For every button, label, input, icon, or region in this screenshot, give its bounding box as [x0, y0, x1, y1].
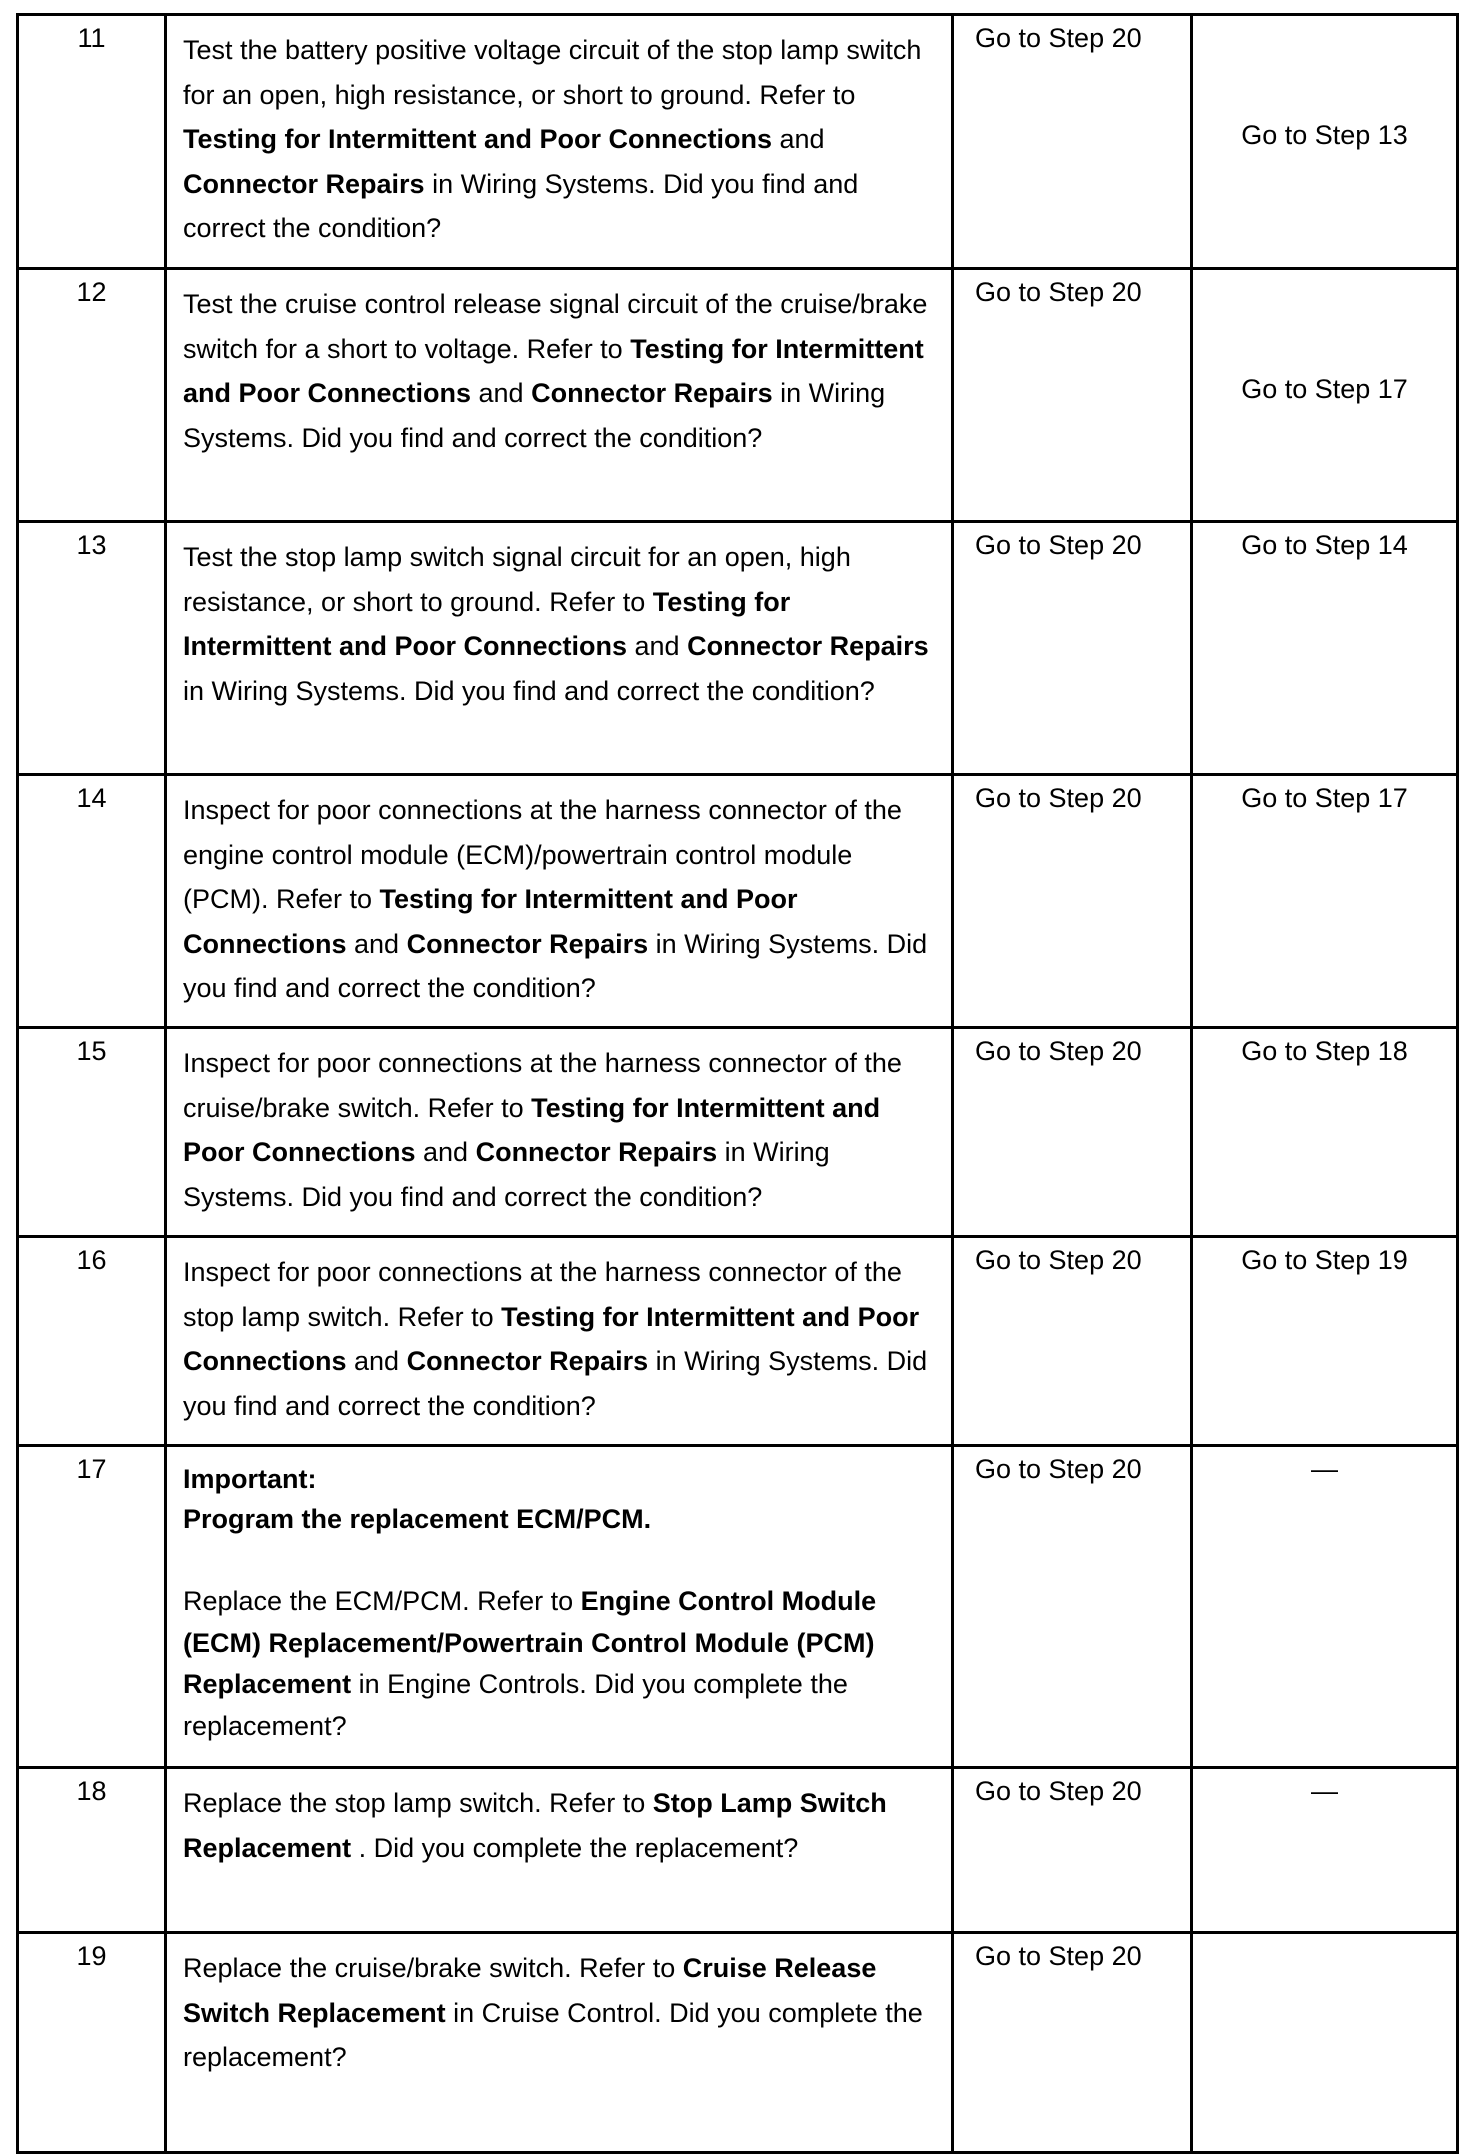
no-result	[1192, 775, 1458, 1028]
no-result	[1192, 1237, 1458, 1446]
step-action	[166, 269, 953, 522]
table-row	[18, 1446, 1458, 1768]
action-text: Test the stop lamp switch signal circuit for an open, high resistance, or short to ground. Refer to Testing for Intermittent and Poor Connections and Connector Repairs in Wiring Systems. Did you find and correct the condition?	[183, 542, 929, 706]
no-result-text: Go to Step 13	[1241, 120, 1408, 151]
referenced-procedure: Connector Repairs	[406, 1346, 649, 1376]
step-number: 19	[18, 1933, 166, 2153]
no-result	[1192, 1028, 1458, 1237]
step-number: 11	[18, 15, 166, 269]
referenced-procedure: Testing for Intermittent and Poor Connections	[183, 586, 791, 661]
action-text: Replace the ECM/PCM. Refer to Engine Control Module (ECM) Replacement/Powertrain Control Module (PCM) Replacement in Engine Controls. Did you complete the replacement?	[183, 1586, 877, 1741]
no-result-text: Go to Step 18	[1241, 1036, 1408, 1066]
referenced-procedure: Engine Control Module (ECM) Replacement/Powertrain Control Module (PCM) Replacement	[183, 1586, 877, 1699]
step-number: 14	[18, 775, 166, 1028]
table-row	[18, 1028, 1458, 1237]
yes-result: Go to Step 20	[953, 1237, 1192, 1446]
table-row	[18, 269, 1458, 522]
no-result-text: Go to Step 19	[1241, 1245, 1408, 1275]
no-result	[1192, 269, 1458, 522]
step-number: 17	[18, 1446, 166, 1768]
no-result	[1192, 1768, 1458, 1933]
action-text: Replace the cruise/brake switch. Refer to Cruise Release Switch Replacement in Cruise Control. Did you complete the replacement?	[183, 1953, 923, 2072]
no-result	[1192, 15, 1458, 269]
action-text: Replace the stop lamp switch. Refer to Stop Lamp Switch Replacement . Did you complete the replacement?	[183, 1788, 887, 1863]
yes-result: Go to Step 20	[953, 1446, 1192, 1768]
step-action	[166, 775, 953, 1028]
referenced-procedure: Testing for Intermittent and Poor Connections	[183, 884, 798, 959]
important-text: Program the replacement ECM/PCM.	[183, 1504, 652, 1534]
action-text: Inspect for poor connections at the harness connector of the cruise/brake switch. Refer to Testing for Intermittent and Poor Connections and Connector Repairs in Wiring Systems. Did you find and correct the condition?	[183, 1048, 902, 1212]
step-action	[166, 1933, 953, 2153]
referenced-procedure: Stop Lamp Switch Replacement	[183, 1788, 887, 1863]
no-result-text: Go to Step 14	[1241, 530, 1408, 560]
referenced-procedure: Connector Repairs	[531, 378, 773, 408]
no-result	[1192, 522, 1458, 775]
referenced-procedure: Testing for Intermittent and Poor Connections	[183, 333, 924, 408]
yes-result: Go to Step 20	[953, 269, 1192, 522]
step-action	[166, 1028, 953, 1237]
important-note	[183, 1459, 935, 1539]
table-row	[18, 1933, 1458, 2153]
step-action	[166, 522, 953, 775]
referenced-procedure: Connector Repairs	[183, 168, 425, 199]
referenced-procedure: Cruise Release Switch Replacement	[183, 1953, 877, 2028]
table-row	[18, 522, 1458, 775]
step-number: 16	[18, 1237, 166, 1446]
yes-result: Go to Step 20	[953, 522, 1192, 775]
table-row	[18, 15, 1458, 269]
action-text: Test the cruise control release signal circuit of the cruise/brake switch for a short to voltage. Refer to Testing for Intermittent and Poor Connections and Connector Repairs in Wiring Systems. Did you find and correct the condition?	[183, 289, 928, 453]
referenced-procedure: Testing for Intermittent and Poor Connections	[183, 1301, 920, 1376]
important-label: Important:	[183, 1464, 317, 1494]
referenced-procedure: Connector Repairs	[406, 928, 649, 959]
action-text: Inspect for poor connections at the harness connector of the stop lamp switch. Refer to Testing for Intermittent and Poor Connections and Connector Repairs in Wiring Systems. Did you find and correct the condition?	[183, 1257, 928, 1421]
no-result-text: —	[1311, 1776, 1338, 1806]
step-number: 18	[18, 1768, 166, 1933]
no-result-text: Go to Step 17	[1241, 783, 1408, 813]
table-row	[18, 775, 1458, 1028]
referenced-procedure: Connector Repairs	[687, 631, 929, 661]
yes-result: Go to Step 20	[953, 775, 1192, 1028]
action-text: Inspect for poor connections at the harness connector of the engine control module (ECM)/powertrain control module (PCM). Refer to Testing for Intermittent and Poor Connections and Connector Repairs in Wiring Systems. Did you find and correct the condition?	[183, 795, 928, 1003]
yes-result: Go to Step 20	[953, 1028, 1192, 1237]
table-row	[18, 1237, 1458, 1446]
step-number: 12	[18, 269, 166, 522]
yes-result: Go to Step 20	[953, 15, 1192, 269]
referenced-procedure: Testing for Intermittent and Poor Connections	[183, 1092, 881, 1167]
referenced-procedure: Connector Repairs	[475, 1137, 718, 1167]
diagnostic-steps-table	[16, 13, 1459, 2154]
table-row	[18, 1768, 1458, 1933]
step-action	[166, 1446, 953, 1768]
spacer	[183, 1539, 935, 1581]
referenced-procedure: Testing for Intermittent and Poor Connections	[183, 124, 773, 154]
no-result-text: —	[1311, 1454, 1338, 1484]
step-action	[166, 1237, 953, 1446]
no-result	[1192, 1446, 1458, 1768]
step-number: 13	[18, 522, 166, 775]
no-result-text: Go to Step 17	[1241, 373, 1408, 404]
yes-result: Go to Step 20	[953, 1768, 1192, 1933]
step-action	[166, 15, 953, 269]
step-number: 15	[18, 1028, 166, 1237]
no-result	[1192, 1933, 1458, 2153]
steps-table-body	[18, 15, 1458, 2153]
yes-result: Go to Step 20	[953, 1933, 1192, 2153]
step-action	[166, 1768, 953, 1933]
action-text: Test the battery positive voltage circuit of the stop lamp switch for an open, high resistance, or short to ground. Refer to Testing for Intermittent and Poor Connections and Connector Repairs in Wiring Systems. Did you find and correct the condition?	[183, 35, 922, 243]
